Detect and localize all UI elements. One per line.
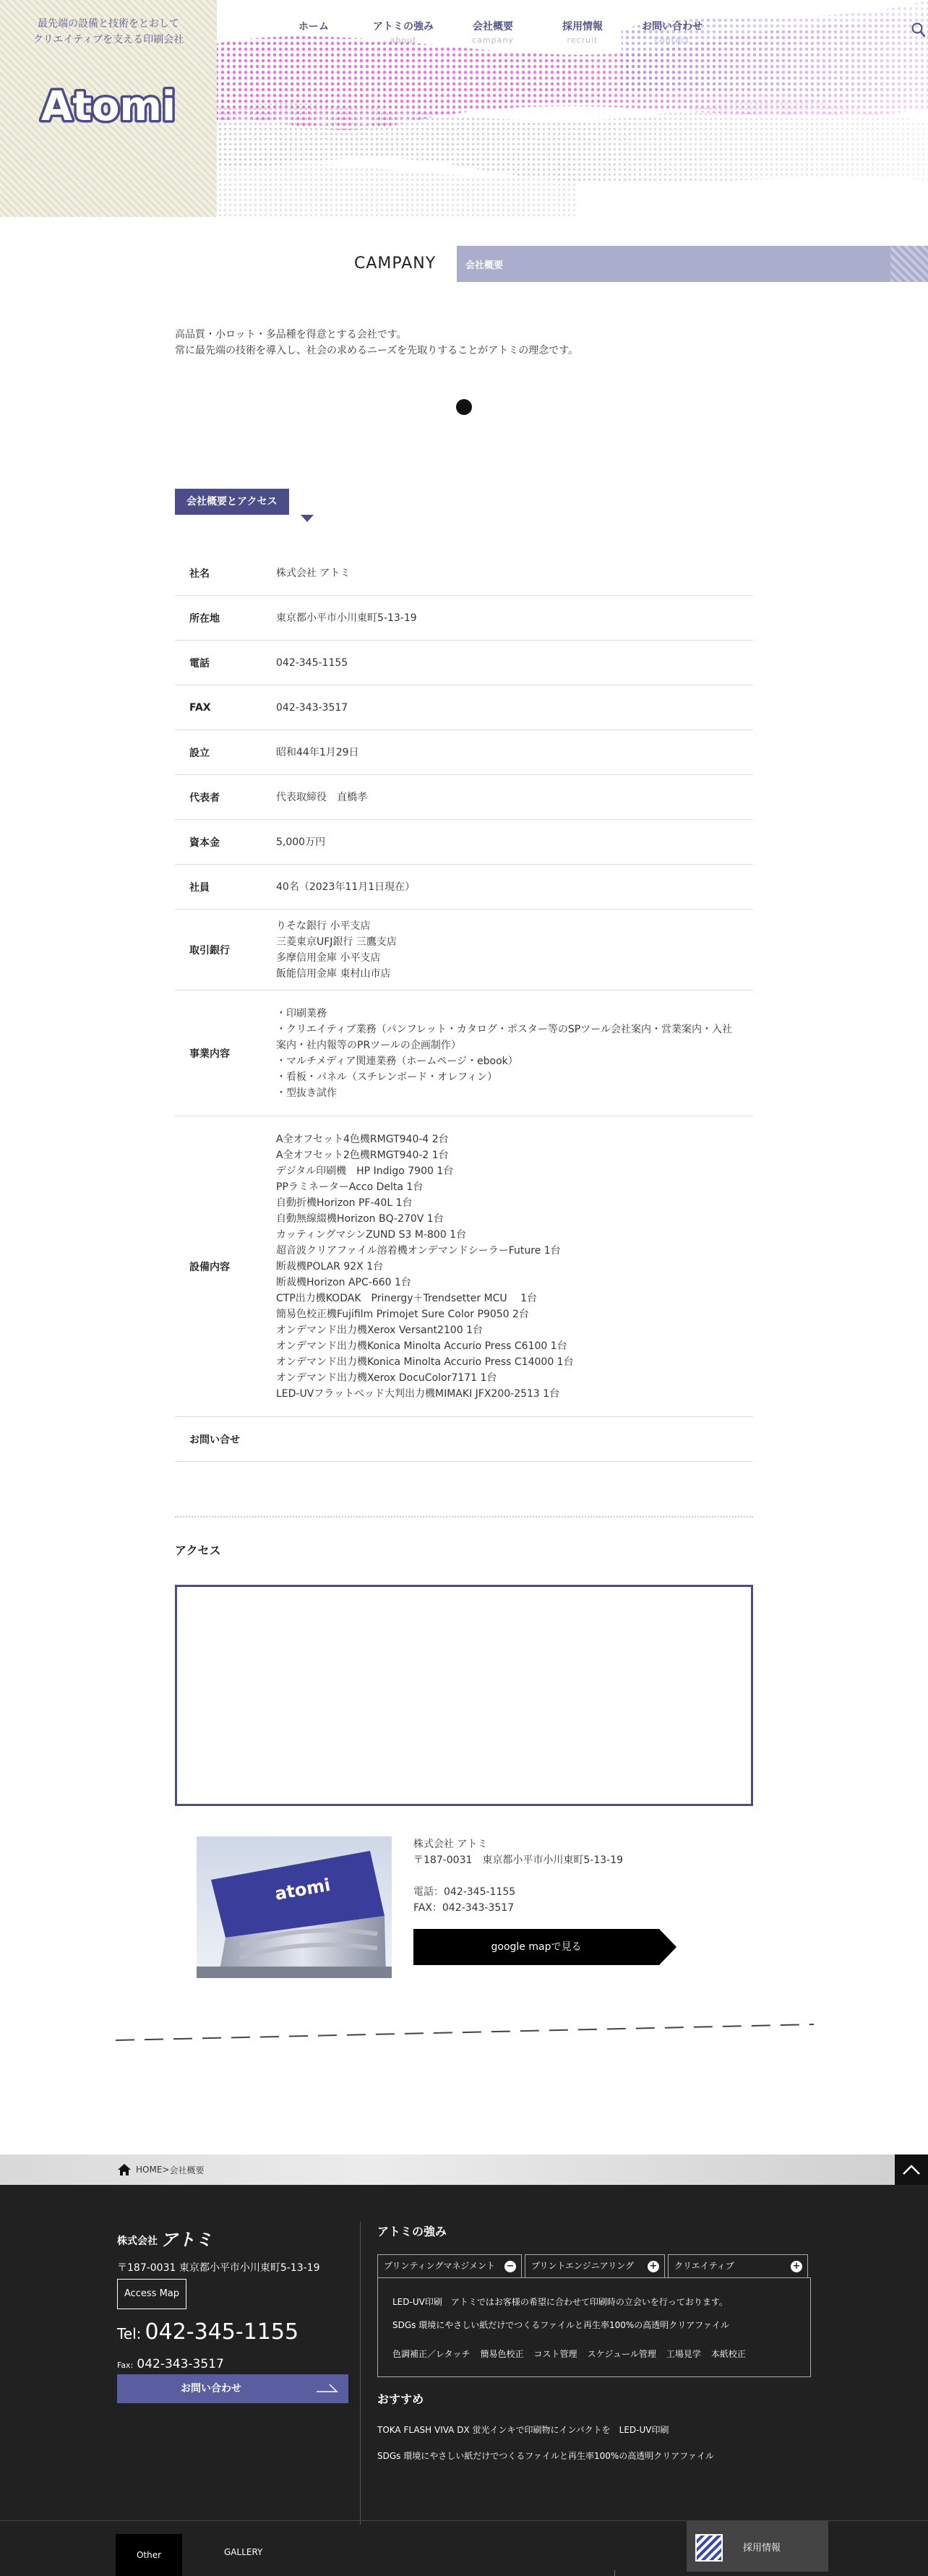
decorative-dash-line [116, 2021, 814, 2043]
footer-contact-label: お問い合わせ [181, 2383, 241, 2395]
info-value-line: 東京都小平市小川東町5-13-19 [276, 612, 417, 624]
page-title-bar [457, 246, 928, 282]
nav-about-label: アトミの強み [373, 21, 434, 33]
strength-tag[interactable]: 簡易色校正 [480, 2349, 524, 2359]
info-key: 社名 [189, 568, 210, 580]
info-row [175, 1116, 753, 1417]
google-map-button[interactable] [413, 1929, 676, 1965]
site-header [0, 0, 928, 217]
site-footer [0, 2185, 928, 2576]
strength-tag[interactable]: スケジュール管理 [587, 2349, 656, 2359]
info-value [262, 685, 753, 730]
info-value-line: A全オフセット4色機RMGT940-4 2台 [276, 1133, 449, 1145]
recruit-button[interactable] [687, 2521, 828, 2572]
logo-text: Atomi [40, 83, 176, 130]
info-key: 設立 [189, 747, 210, 759]
dotted-separator [175, 1516, 753, 1518]
footer-divider [360, 2221, 361, 2525]
nav-contact[interactable] [627, 19, 717, 45]
arrow-right-icon [317, 2383, 338, 2393]
info-value [262, 596, 753, 641]
info-value-line: 三菱東京UFJ銀行 三鷹支店 [276, 936, 397, 948]
plus-icon: + [648, 2261, 659, 2272]
tab-creative[interactable] [668, 2254, 808, 2277]
info-value-line: ・印刷業務 [276, 1007, 327, 1019]
info-value-line: 042-345-1155 [276, 656, 348, 669]
info-row [175, 685, 753, 730]
recommend-link-sdgs[interactable]: SDGs 環境にやさしい紙だけでつくるファイルと再生率100%の高透明クリアファイル [377, 2451, 715, 2461]
nav-company-sub: campany [472, 35, 514, 45]
info-value [262, 641, 753, 685]
strength-tags [392, 2348, 756, 2360]
info-row [175, 1417, 753, 1462]
info-value [262, 1425, 753, 1454]
info-key: 設備内容 [189, 1261, 230, 1273]
tab-printing-management[interactable] [377, 2254, 522, 2277]
nav-about[interactable] [358, 19, 448, 45]
info-row [175, 730, 753, 775]
info-value-line: ・看板・パネル（スチレンボード・オレフィン） [276, 1071, 497, 1083]
footer-bottom-bar [0, 2520, 928, 2576]
info-row [175, 641, 753, 685]
section-divider-dot [456, 399, 472, 415]
info-key: 電話 [189, 657, 210, 669]
info-value [262, 820, 753, 865]
breadcrumb-separator: > [162, 2165, 170, 2175]
info-value-line: PPラミネーターAcco Delta 1台 [276, 1181, 424, 1193]
info-value-line: カッティングマシンZUND S3 M-800 1台 [276, 1228, 467, 1241]
info-key: 取引銀行 [189, 944, 230, 957]
nav-recruit[interactable] [538, 19, 627, 45]
intro-text [175, 327, 578, 359]
page-top-button[interactable] [895, 2154, 928, 2185]
breadcrumb-home[interactable]: HOME [136, 2165, 163, 2175]
info-value-line: 超音波クリアファイル溶着機オンデマンドシーラーFuture 1台 [276, 1244, 561, 1257]
tab-print-engineering-label: プリントエンジニアリング [531, 2261, 635, 2271]
intro-line-1: 高品質・小ロット・多品種を得意とする会社です。 [175, 329, 407, 341]
footer-fax-number: 042-343-3517 [137, 2357, 224, 2371]
access-company: 株式会社 アトミ [413, 1839, 488, 1850]
breadcrumb-bar [0, 2154, 928, 2185]
info-value-line: 断裁機POLAR 92X 1台 [276, 1260, 384, 1272]
tagline-line-1: 最先端の設備と技術をとおして [38, 18, 179, 30]
info-key: 事業内容 [189, 1048, 230, 1060]
company-info-table [175, 551, 753, 1462]
strength-tag[interactable]: 工場見学 [666, 2349, 701, 2359]
access-map-button[interactable]: Access Map [117, 2279, 186, 2309]
recommend-heading: おすすめ [377, 2392, 424, 2406]
recommend-link-toka[interactable]: TOKA FLASH VIVA DX 蛍光インキで印刷物にインパクトを LED-UV印刷 [377, 2425, 669, 2435]
info-value-line: 自動折機Horizon PF-40L 1台 [276, 1197, 413, 1209]
strength-tag[interactable]: コスト管理 [533, 2349, 577, 2359]
info-value-line: 昭和44年1月29日 [276, 746, 359, 758]
footer-tel-number: 042-345-1155 [145, 2319, 299, 2345]
strength-item-sdgs[interactable]: SDGs 環境にやさしい紙だけでつくるファイルと再生率100%の高透明クリアファイル [392, 2320, 730, 2330]
info-value [262, 730, 753, 775]
nav-home[interactable] [269, 19, 358, 45]
info-value-line: 自動無線綴機Horizon BQ-270V 1台 [276, 1212, 444, 1225]
intro-line-2: 常に最先端の技術を導入し、社会の求めるニーズを先取りすることがアトミの理念です。 [175, 345, 579, 356]
info-value-line: ・型抜き試作 [276, 1087, 337, 1099]
info-value [262, 551, 753, 596]
plus-icon: + [791, 2261, 802, 2272]
info-key: FAX [189, 701, 211, 714]
info-value-line: オンデマンド出力機Xerox DocuColor7171 1台 [276, 1372, 497, 1384]
footer-tel[interactable] [117, 2319, 298, 2345]
info-value-line: オンデマンド出力機Xerox Versant2100 1台 [276, 1324, 483, 1336]
global-nav [269, 19, 717, 45]
info-row [175, 910, 753, 990]
strength-item-led-uv[interactable]: LED-UV印刷 アトミではお客様の希望に合わせて印刷時の立会いを行っております。 [392, 2297, 728, 2307]
access-fax: FAX：042-343-3517 [413, 1902, 515, 1914]
nav-contact-label: お問い合わせ [642, 21, 703, 33]
section-label-pointer [301, 515, 314, 522]
info-row [175, 775, 753, 820]
info-value-line: CTP出力機KODAK Prinergy＋Trendsetter MCU 1台 [276, 1292, 537, 1304]
info-value-line: 飯能信用金庫 東村山市店 [276, 967, 391, 980]
info-key: 代表者 [189, 792, 220, 804]
tab-creative-label: クリエイティブ [674, 2261, 734, 2271]
title-bar-stripes [890, 246, 928, 282]
info-value-line: LED-UVフラットベッド大判出力機MIMAKI JFX200-2513 1台 [276, 1387, 560, 1400]
tagline-line-2: クリエイティブを支える印刷会社 [33, 34, 184, 46]
other-tab: Other [116, 2534, 182, 2576]
nav-about-sub: about [390, 35, 417, 45]
google-map-button-label: google mapで見る [491, 1941, 582, 1953]
atomi-logo[interactable] [38, 81, 179, 132]
info-row [175, 596, 753, 641]
strength-tag[interactable]: 色調補正／レタッチ [392, 2349, 471, 2359]
section-label: 会社概要とアクセス [175, 489, 289, 515]
info-value-line: 多摩信用金庫 小平支店 [276, 951, 381, 964]
info-value-line: ・クリエイティブ業務（パンフレット・カタログ・ポスター等のSPツール会社案内・営業案内・入社 [276, 1023, 732, 1035]
info-row [175, 551, 753, 596]
nav-contact-sub: contact [654, 35, 690, 45]
info-value-line: 株式会社 アトミ [276, 567, 351, 579]
access-address: 〒187-0031 東京都小平市小川東町5-13-19 [413, 1854, 624, 1866]
breadcrumb [117, 2163, 204, 2176]
footer-bottom-tick [614, 2570, 615, 2576]
info-value-line: 簡易色校正機Fujifilm Primojet Sure Color P9050 2台 [276, 1308, 529, 1320]
info-value [262, 904, 753, 996]
info-value-line: 042-343-3517 [276, 701, 348, 714]
info-row [175, 820, 753, 865]
minus-icon: − [504, 2261, 516, 2272]
footer-tel-label: Tel: [117, 2325, 142, 2342]
strength-tabs [377, 2254, 811, 2277]
access-info [413, 1836, 623, 1916]
info-key: 所在地 [189, 612, 220, 625]
info-value-line: オンデマンド出力機Konica Minolta Accurio Press C6100 1台 [276, 1340, 567, 1352]
logo-panel [0, 0, 217, 217]
footer-address: 〒187-0031 東京都小平市小川東町5-13-19 [117, 2262, 320, 2274]
info-value-line: A全オフセット2色機RMGT940-2 1台 [276, 1149, 449, 1161]
footer-logo-text: アトミ [160, 2230, 212, 2250]
info-key: お問い合せ [189, 1434, 240, 1446]
home-icon[interactable] [117, 2163, 132, 2176]
strength-heading: アトミの強み [377, 2225, 447, 2238]
footer-logo-prefix: 株式会社 [117, 2235, 158, 2247]
strength-tag[interactable]: 本紙校正 [710, 2349, 746, 2359]
nav-home-label: ホーム [298, 21, 329, 33]
nav-company-label: 会社概要 [473, 21, 513, 33]
access-tel: 電話：042-345-1155 [413, 1886, 516, 1898]
building-sign: atomi [273, 1874, 332, 1904]
map-embed[interactable] [175, 1585, 753, 1806]
info-key: 資本金 [189, 836, 220, 849]
strength-panel [377, 2277, 811, 2377]
nav-company[interactable] [448, 19, 538, 45]
access-heading: アクセス [175, 1544, 221, 1557]
search-icon[interactable] [911, 22, 925, 38]
breadcrumb-current: 会社概要 [169, 2165, 205, 2175]
recruit-stripe-icon [695, 2534, 723, 2562]
footer-contact-button[interactable] [117, 2374, 348, 2403]
info-value-line: 5,000万円 [276, 836, 326, 848]
access-spacer [413, 1868, 623, 1884]
info-value [262, 775, 753, 820]
footer-fax [117, 2357, 224, 2371]
info-value-line: りそな銀行 小平支店 [276, 920, 371, 932]
site-tagline [0, 16, 217, 48]
tab-printing-management-label: プリンティングマネジメント [384, 2261, 495, 2271]
footer-logo[interactable] [117, 2225, 233, 2250]
info-value-line: 40名（2023年11月1日現在） [276, 881, 416, 893]
gallery-link[interactable]: GALLERY [224, 2547, 263, 2557]
footer-fax-label: Fax: [117, 2361, 134, 2370]
info-value-line: 代表取締役 直橋孝 [276, 791, 367, 803]
info-value-line: 案内・社内報等のPRツールの企画制作） [276, 1039, 461, 1051]
page-title: CAMPANY [354, 254, 437, 273]
info-value [262, 1117, 753, 1416]
info-key: 社員 [189, 881, 210, 894]
info-value-line: デジタル印刷機 HP Indigo 7900 1台 [276, 1165, 454, 1177]
building-photo [197, 1836, 392, 1978]
info-row [175, 990, 753, 1116]
chevron-up-icon [895, 2154, 928, 2185]
nav-recruit-sub: recruit [567, 35, 598, 45]
info-value-line: オンデマンド出力機Konica Minolta Accurio Press C14000 1台 [276, 1356, 574, 1368]
page-title-jp: 会社概要 [465, 260, 504, 271]
nav-recruit-label: 採用情報 [562, 21, 603, 33]
info-value [262, 865, 753, 910]
recruit-button-label: 採用情報 [743, 2543, 781, 2554]
tab-print-engineering[interactable] [525, 2254, 665, 2277]
info-value [262, 991, 753, 1116]
info-value-line: 断裁機Horizon APC-660 1台 [276, 1276, 411, 1288]
info-value-line: ・マルチメディア関連業務（ホームページ・ebook） [276, 1055, 518, 1067]
